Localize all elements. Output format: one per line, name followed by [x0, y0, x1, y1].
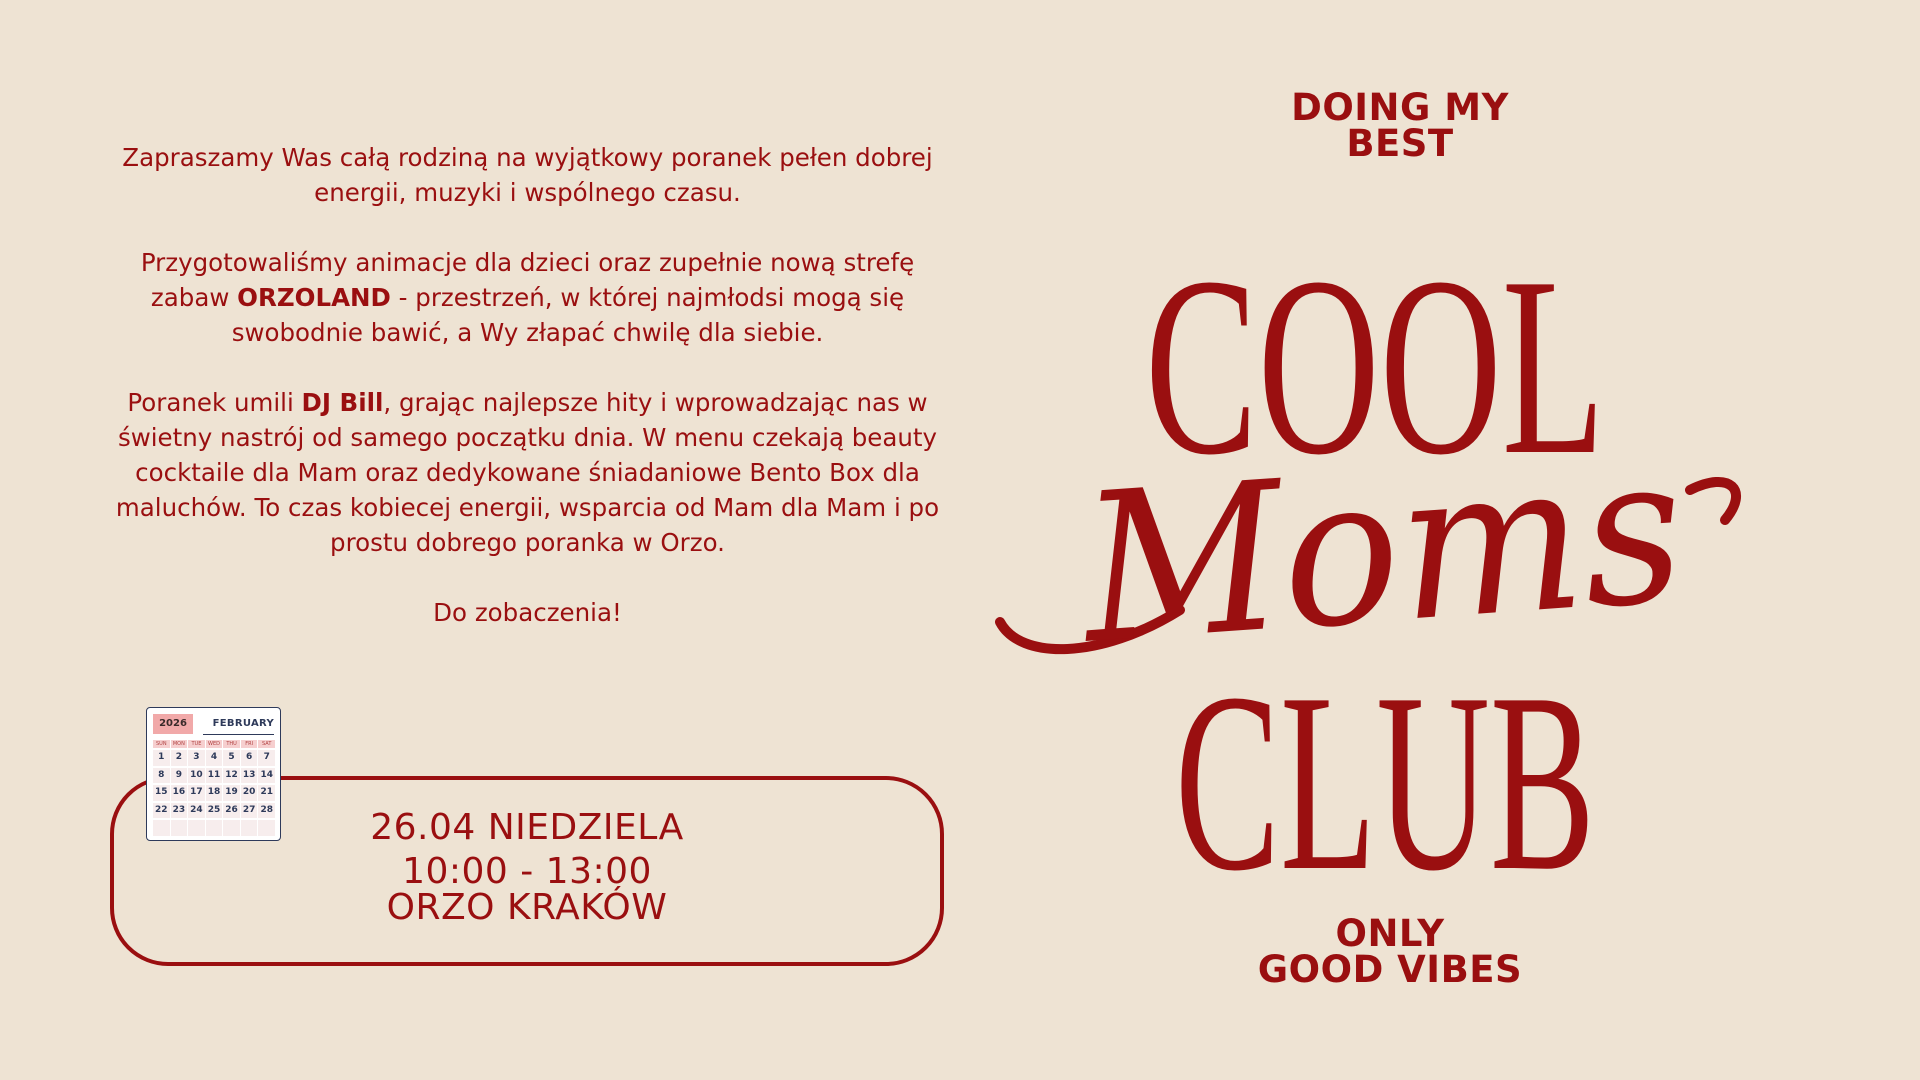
calendar-day: 27	[241, 803, 258, 819]
calendar-day: 16	[171, 785, 188, 801]
calendar-weekday: SAT	[258, 740, 275, 748]
logo-word-cool: COOL	[1145, 225, 1605, 508]
calendar-day: 11	[206, 768, 223, 784]
event-time: 10:00 - 13:00	[402, 851, 652, 892]
calendar-weekday: WED	[206, 740, 223, 748]
orzoland-highlight: ORZOLAND	[237, 283, 391, 312]
calendar-divider	[203, 734, 274, 735]
calendar-day: 4	[206, 750, 223, 766]
intro-paragraph-3-end: , grając najlepsze hity i wprowadzając nas w świetny nastrój od samego początku dnia. W menu czekają beauty cocktaile dla Mam oraz dedykowane śniadaniowe Bento Box dla maluchów. To czas kobiecej energii, wsparcia od Mam dla Mam i po prostu dobrego poranka w Orzo.	[115, 388, 940, 557]
tagline-bottom-line-1: ONLY	[1335, 912, 1445, 955]
intro-paragraph-2-end: - przestrzeń, w której najmłodsi mogą się swobodnie bawić, a Wy złapać chwilę dla siebie.	[231, 283, 905, 347]
calendar-weekday: MON	[171, 740, 188, 748]
calendar-day: 22	[153, 803, 170, 819]
calendar-day: 23	[171, 803, 188, 819]
calendar-icon	[146, 707, 281, 841]
dj-highlight: DJ Bill	[301, 388, 384, 417]
calendar-day: 2	[171, 750, 188, 766]
calendar-day: 13	[241, 768, 258, 784]
calendar-day: 6	[241, 750, 258, 766]
calendar-day: 12	[223, 768, 240, 784]
tagline-top	[1230, 86, 1570, 165]
invitation-text	[100, 140, 955, 665]
calendar-day: 21	[258, 785, 275, 801]
calendar-day: 17	[188, 785, 205, 801]
calendar-day	[188, 820, 205, 836]
calendar-day: 19	[223, 785, 240, 801]
calendar-day: 10	[188, 768, 205, 784]
calendar-day	[223, 820, 240, 836]
calendar-day: 18	[206, 785, 223, 801]
calendar-day	[206, 820, 223, 836]
intro-paragraph-1: Zapraszamy Was całą rodziną na wyjątkowy poranek pełen dobrej energii, muzyki i wspólnego czasu.	[122, 143, 933, 207]
logo-word-moms: Moms	[1075, 408, 1724, 690]
logo-word-club: CLUB	[1175, 641, 1595, 890]
calendar-weekday: TUE	[188, 740, 205, 748]
calendar-year: 2026	[153, 714, 193, 734]
cool-moms-club-logo	[990, 190, 1760, 890]
intro-paragraph-3	[100, 385, 955, 560]
tagline-top-line-1: DOING MY	[1291, 86, 1509, 129]
intro-closing: Do zobaczenia!	[433, 598, 622, 627]
event-place: ORZO KRAKÓW	[386, 887, 668, 928]
intro-paragraph-3-start: Poranek umili	[127, 388, 302, 417]
calendar-weekday: FRI	[241, 740, 258, 748]
calendar-day: 5	[223, 750, 240, 766]
calendar-day	[258, 820, 275, 836]
tagline-bottom	[1220, 912, 1560, 991]
calendar-day: 1	[153, 750, 170, 766]
calendar-weekday: THU	[223, 740, 240, 748]
calendar-weekdays	[153, 740, 275, 748]
calendar-day: 25	[206, 803, 223, 819]
calendar-day	[171, 820, 188, 836]
calendar-month: FEBRUARY	[212, 718, 274, 729]
calendar-day	[241, 820, 258, 836]
calendar-weekday: SUN	[153, 740, 170, 748]
calendar-day	[153, 820, 170, 836]
calendar-day: 9	[171, 768, 188, 784]
intro-paragraph-2-start: Przygotowaliśmy animacje dla dzieci oraz zupełnie nową strefę zabaw	[140, 248, 915, 312]
event-date: 26.04 NIEDZIELA	[370, 807, 684, 848]
calendar-day: 14	[258, 768, 275, 784]
tagline-top-line-2: BEST	[1346, 122, 1454, 165]
calendar-day: 28	[258, 803, 275, 819]
calendar-day: 20	[241, 785, 258, 801]
calendar-day: 3	[188, 750, 205, 766]
calendar-days	[153, 750, 275, 836]
calendar-day: 24	[188, 803, 205, 819]
intro-paragraph-2	[100, 245, 955, 350]
calendar-day: 8	[153, 768, 170, 784]
calendar-day: 26	[223, 803, 240, 819]
calendar-day: 7	[258, 750, 275, 766]
calendar-day: 15	[153, 785, 170, 801]
tagline-bottom-line-2: GOOD VIBES	[1257, 948, 1523, 991]
